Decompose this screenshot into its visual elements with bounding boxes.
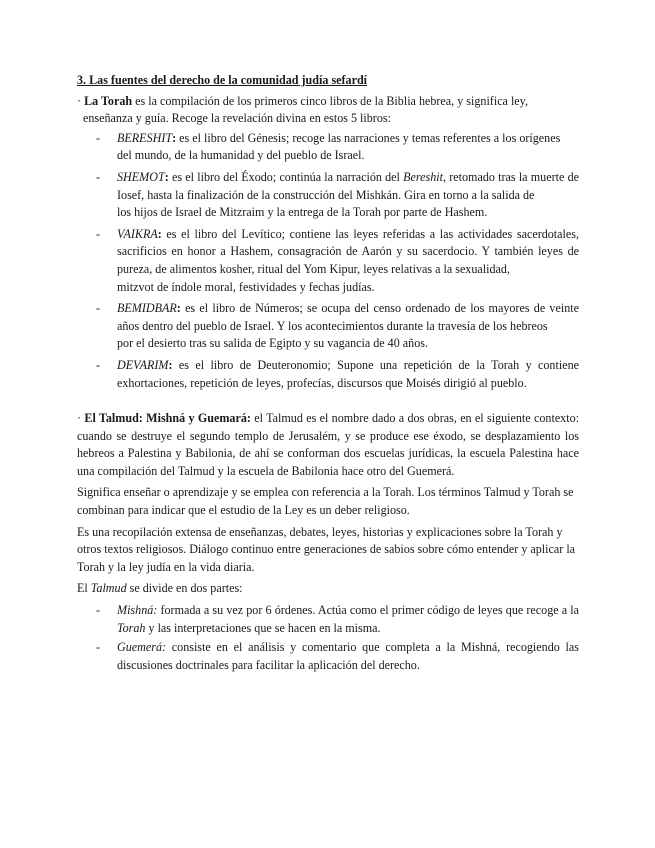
book-text: es el libro de Deuteronomio; Supone una repetición de la Torah y contiene exhortaciones, repetición de leyes, profecías, discursos que Moisés dirigió al pueblo. (117, 357, 579, 390)
book-name: BERESHIT (117, 130, 173, 145)
bullet: · (77, 411, 85, 426)
part-text: formada a su vez por 6 órdenes. Actúa como el primer código de leyes que recoge a la (157, 603, 579, 618)
talmud-italic: Talmud (90, 581, 127, 596)
bullet: · (77, 93, 85, 108)
torah-books-list (77, 130, 579, 392)
list-item-shemot (77, 169, 579, 222)
book-text: es el libro del Levítico; contiene las leyes referidas a las actividades sacerdotales, sacrificios en honor a Hashem, consagración de Aarón y su sacerdocio. Y también leyes de pureza, de alimentos kosher, ritual del Yom Kipur, leyes relativas a la sexualidad, (117, 226, 579, 276)
torah-intro (77, 93, 579, 128)
talmud-intro (77, 410, 579, 480)
book-name: BEMIDBAR (117, 301, 177, 316)
talmud-parts-list (77, 602, 579, 674)
list-item-mishna (77, 602, 579, 637)
text: se divide en dos partes: (126, 581, 243, 596)
torah-title: La Torah (84, 93, 133, 108)
book-tail: los hijos de Israel de Mitzraim y la entrega de la Torah por parte de Hashem. (117, 205, 488, 220)
talmud-intro-text: el Talmud es el nombre dado a dos obras, en el siguiente contexto: cuando se destruye el segundo templo de Jerusalém, y se produce ese éxodo, se desplazamiento los hebreos a Palestina y Babilonia, de ahí se conforman dos escuelas jurídicas, la escuela Palestina hace una compilación del Talmud y la escuela de Babilonia hace otro del Guemerá. (77, 411, 579, 478)
list-item-bemidbar (77, 300, 579, 353)
talmud-paragraph-4 (77, 580, 579, 598)
part-text-b: y las interpretaciones que se hacen en la misma. (145, 620, 381, 635)
section-heading: 3. Las fuentes del derecho de la comunidad judía sefardí (77, 73, 368, 87)
list-item-vaikra (77, 226, 579, 296)
torah-intro-line-2: enseñanza y guía. Recoge la revelación divina en estos 5 libros: (83, 111, 391, 126)
talmud-paragraph-2: Significa enseñar o aprendizaje y se emplea con referencia a la Torah. Los términos Talmud y Torah se combinan para indicar que el estudio de la Ley es un deber religioso. (77, 485, 574, 518)
talmud-title: El Talmud: Mishná y Guemará: (84, 411, 251, 426)
list-item-guemera (77, 639, 579, 674)
colon: : (168, 357, 179, 372)
book-name: DEVARIM (117, 357, 169, 372)
book-italic: Bereshit (403, 169, 443, 184)
part-name: Guemerá: (117, 640, 167, 655)
torah-intro-line-1: es la compilación de los primeros cinco libros de la Biblia hebrea, y significa ley, (132, 93, 528, 108)
book-name: SHEMOT (117, 169, 165, 184)
list-item-devarim (77, 357, 579, 392)
book-name: VAIKRA (117, 226, 158, 241)
book-tail: del mundo, de la humanidad y del pueblo de Israel. (117, 148, 365, 163)
colon: : (176, 301, 186, 316)
book-tail: mitzvot de índole moral, festividades y fechas judías. (117, 279, 375, 294)
talmud-paragraph-3: Es una recopilación extensa de enseñanzas, debates, leyes, historias y explicaciones sobre la Torah y otros textos religiosos. Diálogo continuo entre generaciones de sabios sobre cómo entender y aplicar la Torah y la ley judía en la vida diaria. (77, 524, 576, 574)
list-item-bereshit (77, 130, 579, 165)
colon: : (172, 130, 180, 145)
part-text: consiste en el análisis y comentario que completa a la Mishná, recogiendo las discusiones doctrinales para facilitar la aplicación del derecho. (117, 640, 579, 672)
book-text-b: , retomado tras la muerte de Iosef, hasta la finalización de la construcción del Mishkán. Gira en torno a la salida de (117, 169, 579, 202)
text: El (77, 581, 91, 596)
colon: : (164, 169, 172, 184)
book-text: es el libro del Éxodo; continúa la narración del (171, 169, 404, 184)
part-name: Mishná: (117, 603, 158, 618)
book-text: es el libro de Números; se ocupa del censo ordenado de los mayores de veinte años dentro del pueblo de Israel. Y los acontecimientos durante la travesía de los hebreos (117, 301, 579, 333)
book-text: es el libro del Génesis; recoge las narraciones y temas referentes a los orígenes (179, 130, 561, 145)
book-tail: por el desierto tras su salida de Egipto y su vagancia de 40 años. (117, 336, 428, 351)
colon: : (157, 226, 167, 241)
part-italic: Torah (117, 620, 146, 635)
